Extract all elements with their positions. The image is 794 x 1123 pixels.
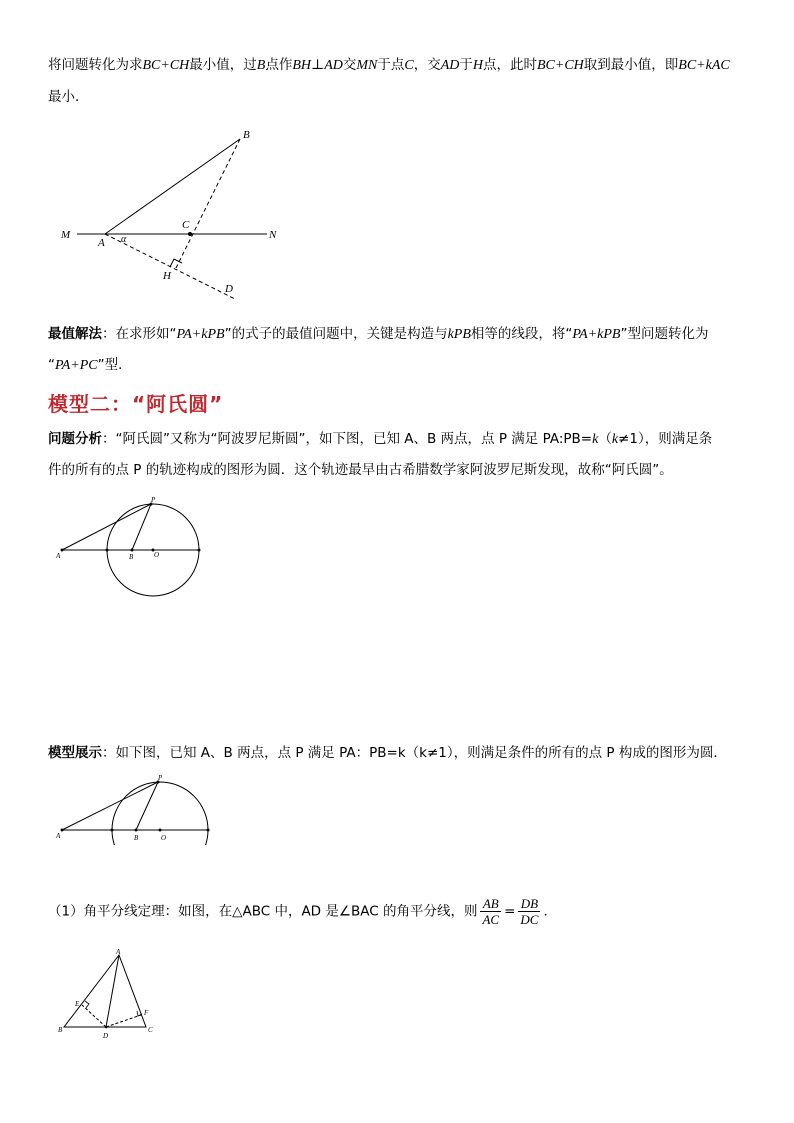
math-expression: PA+kPB [572,327,621,342]
fraction-db-dc [518,896,540,927]
figure-apollonius-circle-2 [52,773,222,845]
numerator: AB [480,896,501,912]
label-b: B [243,129,250,141]
fraction-ab-ac [480,896,501,927]
point-left-intersection [106,549,109,552]
theorem-text: （1）角平分线定理：如图，在△ABC 中，AD 是∠BAC 的角平分线，则 [48,903,478,920]
label-a: A [116,948,121,956]
label-m: M [61,229,71,241]
math-expression: BC+kAC [678,58,730,73]
math-expression: C [404,58,414,73]
label-d: D [225,283,233,295]
text-span: ”的式子的最值问题中，关键是构造与 [224,326,448,342]
right-angle-mark-e [85,1001,89,1008]
text-span: ：“阿氏圆”又称为“阿波罗尼斯圆”，如下图，已知 A、B 两点，点 P 满足 PA:PB= [102,431,593,447]
text-span: ． [543,903,557,920]
text-span: 将问题转化为求 [48,57,143,73]
math-expression: PA+kPB [176,327,225,342]
text-span: ：如下图，已知 A、B 两点，点 P 满足 PA：PB=k（k≠1），则满足条件的所有的点 P 构成的图形为圆． [102,745,727,761]
label-alpha: α [121,234,127,245]
figure-bh-perpendicular [55,125,295,305]
label-c: C [182,219,190,231]
label-a: A [98,237,105,249]
text-span: （ [598,431,612,447]
paragraph-line-2: 最小． [48,89,89,105]
numerator: DB [518,896,540,912]
point-a [61,829,64,832]
label-p: P [158,774,163,782]
point-right-intersection [207,829,210,832]
text-span: 交 [342,57,357,73]
equals-sign: = [504,903,516,920]
method-label: 最值解法 [48,326,102,342]
display-paragraph [48,740,727,766]
section-heading: 模型二：“阿氏圆” [48,392,224,416]
method-paragraph [48,321,708,348]
point-o [159,829,162,832]
text-span: “ [48,357,55,373]
analysis-line-2: 件的所有的点 P 的轨迹构成的图形为圆．这个轨迹最早由古希腊数学家阿波罗尼斯发现，故称“阿氏圆”。 [48,462,673,478]
text-span: 最小值，过 [189,57,257,73]
label-c: C [148,1026,153,1034]
text-span: 相等的线段，将“ [470,326,573,342]
display-label: 模型展示 [48,745,102,761]
segment-bh-dashed [175,139,240,270]
perpendicular-df-dashed [106,1015,141,1027]
label-b: B [134,834,139,842]
denominator: DC [520,912,539,927]
point-d [105,1026,108,1029]
point-b [135,829,138,832]
math-expression: B [256,58,266,73]
point-b [131,549,134,552]
point-a [61,549,64,552]
math-expression: k [611,432,619,447]
math-expression: BC+CH [537,58,584,73]
math-expression: k [592,432,599,447]
math-expression: kPB [447,327,471,342]
perpendicular-de-dashed [82,1005,106,1027]
math-expression: PA+PC [55,358,98,373]
triangle-abc [64,955,146,1027]
figure-apollonius-circle-1 [50,492,210,607]
math-expression: BC+CH [142,58,190,73]
angle-bisector-theorem [48,896,557,927]
denominator: AC [482,912,500,927]
segment-pa [62,782,158,830]
label-f: F [144,1009,149,1017]
math-expression: H [472,58,483,73]
point-right-intersection [198,549,201,552]
text-span: 于 [459,57,473,73]
text-span: 取到最小值，即 [583,57,679,73]
analysis-paragraph [48,426,712,453]
segment-pa [62,504,151,550]
label-n: N [269,229,277,241]
math-expression: BH⊥AD [292,58,343,73]
point-c [188,232,192,236]
analysis-label: 问题分析 [48,431,102,447]
point-left-intersection [111,829,114,832]
text-span: ”型． [97,357,132,373]
math-expression: MN [356,58,378,73]
label-b: B [129,553,134,561]
method-line-2 [48,352,132,379]
label-h: H [163,270,171,282]
paragraph-minimum-conversion [48,52,730,79]
circle [112,782,208,845]
text-span: ，交 [413,57,441,73]
segment-pb [136,782,158,830]
label-b: B [58,1026,63,1034]
label-o: O [154,551,160,559]
bisector-ad [106,955,119,1027]
text-span: 点，此时 [483,57,537,73]
label-e: E [75,1000,80,1008]
label-d: D [103,1032,109,1040]
text-span: ：在求形如“ [102,326,177,342]
text-span: 于点 [377,57,405,73]
text-span: ≠1），则满足条 [618,431,713,447]
figure-angle-bisector-triangle [55,945,160,1045]
segment-pb [132,504,151,550]
label-a: A [56,552,61,560]
text-span: ”型问题转化为 [620,326,709,342]
math-expression: AD [440,58,460,73]
label-p: P [151,496,156,504]
label-o: O [161,834,167,842]
segment-ab [105,139,240,234]
text-span: 点作 [265,57,293,73]
label-a: A [56,832,61,840]
